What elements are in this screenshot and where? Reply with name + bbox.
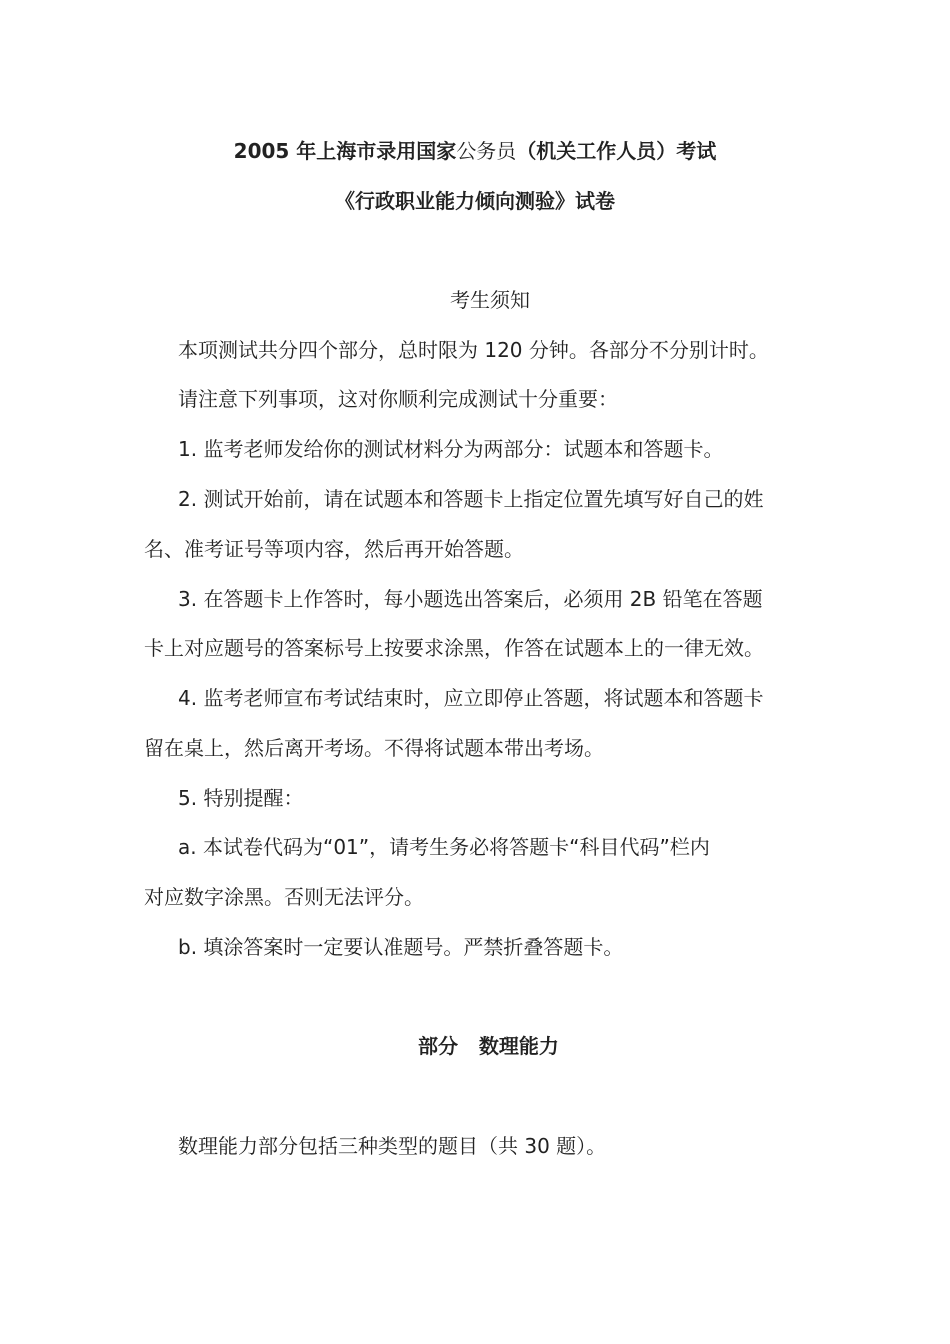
exam-title-part-3: （机关工作人员）考试 <box>516 139 717 163</box>
notice-paragraph: 名、准考证号等项内容，然后再开始答题。 <box>144 537 524 561</box>
notice-paragraph: 2. 测试开始前，请在试题本和答题卡上指定位置先填写好自己的姓 <box>178 487 764 511</box>
exam-title-part-2: 公务员 <box>456 139 517 163</box>
notice-paragraph: 1. 监考老师发给你的测试材料分为两部分：试题本和答题卡。 <box>178 437 724 461</box>
notice-paragraph: 请注意下列事项，这对你顺利完成测试十分重要： <box>178 387 618 411</box>
exam-title-part-1: 2005 年上海市录用国家 <box>233 139 457 163</box>
notice-paragraph: 留在桌上，然后离开考场。不得将试题本带出考场。 <box>144 736 604 760</box>
notice-paragraph: 卡上对应题号的答案标号上按要求涂黑，作答在试题本上的一律无效。 <box>144 636 764 660</box>
exam-title <box>0 136 950 166</box>
notice-heading: 考生须知 <box>450 288 530 312</box>
notice-paragraph: a. 本试卷代码为“01”，请考生务必将答题卡“科目代码”栏内 <box>178 835 710 859</box>
notice-paragraph: 对应数字涂黑。否则无法评分。 <box>144 885 424 909</box>
exam-subtitle: 《行政职业能力倾向测验》试卷 <box>335 189 615 213</box>
notice-paragraph: 5. 特别提醒： <box>178 786 304 810</box>
notice-paragraph: 4. 监考老师宣布考试结束时，应立即停止答题，将试题本和答题卡 <box>178 686 764 710</box>
notice-paragraph: 本项测试共分四个部分，总时限为 120 分钟。各部分不分别计时。 <box>178 338 769 362</box>
notice-paragraph: b. 填涂答案时一定要认准题号。严禁折叠答题卡。 <box>178 935 624 959</box>
notice-paragraph: 3. 在答题卡上作答时，每小题选出答案后，必须用 2B 铅笔在答题 <box>178 587 763 611</box>
section-intro: 数理能力部分包括三种类型的题目（共 30 题）。 <box>178 1134 607 1158</box>
section-heading: 部分 数理能力 <box>418 1034 559 1058</box>
